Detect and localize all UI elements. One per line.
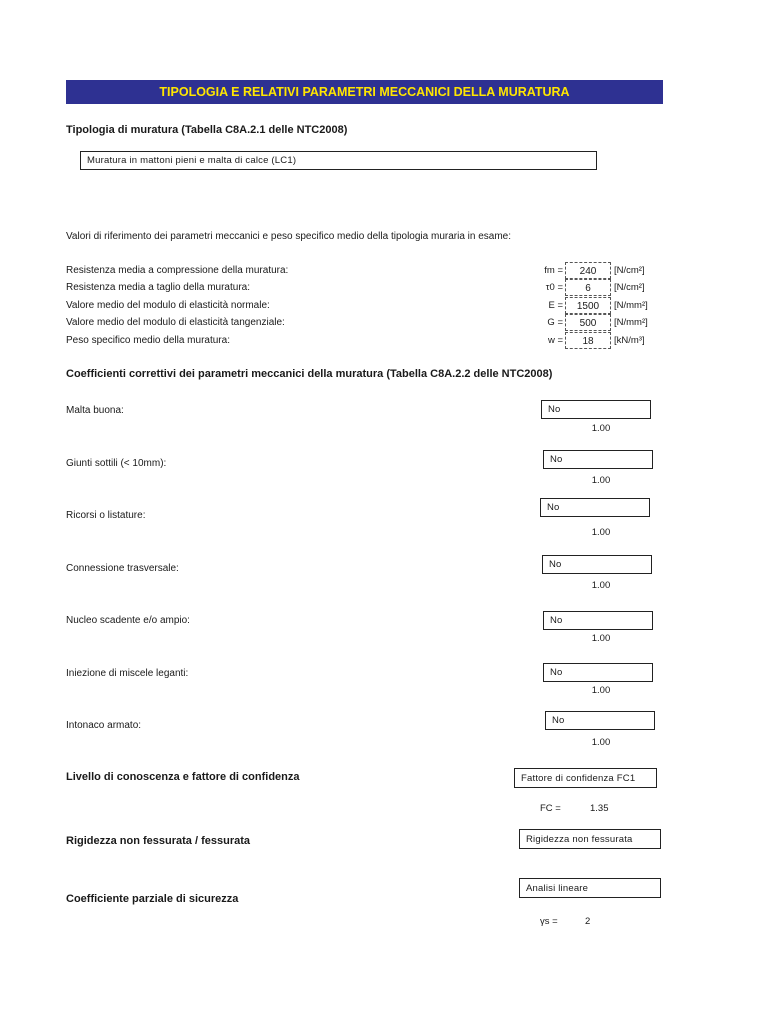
coeff-select[interactable]: No (542, 555, 652, 574)
param-unit: [N/cm²] (614, 265, 645, 276)
coeff-select[interactable]: No (543, 663, 653, 682)
coeff-label: Giunti sottili (< 10mm): (66, 458, 167, 469)
param-symbol: E = (548, 300, 563, 311)
conoscenza-title: Livello di conoscenza e fattore di confidenza (66, 771, 300, 783)
coeff-title: Coefficienti correttivi dei parametri meccanici della muratura (Tabella C8A.2.2 delle NTC2008) (66, 368, 553, 380)
fc-symbol: FC = (540, 803, 561, 814)
coeff-label: Connessione trasversale: (66, 563, 179, 574)
param-value[interactable]: 500 (565, 314, 611, 331)
sicurezza-title: Coefficiente parziale di sicurezza (66, 893, 239, 905)
param-label: Resistenza media a compressione della muratura: (66, 265, 289, 276)
coeff-value: 1.00 (591, 475, 611, 486)
fc-value: 1.35 (590, 803, 609, 814)
coeff-value: 1.00 (591, 633, 611, 644)
coeff-select[interactable]: No (540, 498, 650, 517)
coeff-label: Malta buona: (66, 405, 124, 416)
gamma-symbol: γs = (540, 916, 558, 927)
coeff-select[interactable]: No (541, 400, 651, 419)
conoscenza-select[interactable]: Fattore di confidenza FC1 (514, 768, 657, 788)
coeff-label: Iniezione di miscele leganti: (66, 668, 189, 679)
coeff-select[interactable]: No (545, 711, 655, 730)
coeff-value: 1.00 (591, 527, 611, 538)
param-value[interactable]: 18 (565, 332, 611, 349)
page-banner: TIPOLOGIA E RELATIVI PARAMETRI MECCANICI DELLA MURATURA (66, 80, 663, 104)
param-label: Resistenza media a taglio della muratura: (66, 282, 250, 293)
param-label: Valore medio del modulo di elasticità normale: (66, 300, 270, 311)
param-unit: [N/mm²] (614, 300, 648, 311)
coeff-select[interactable]: No (543, 450, 653, 469)
param-unit: [N/cm²] (614, 282, 645, 293)
gamma-value: 2 (585, 916, 591, 927)
riferimento-intro: Valori di riferimento dei parametri meccanici e peso specifico medio della tipologia muraria in esame: (66, 231, 512, 242)
param-unit: [N/mm²] (614, 317, 648, 328)
sicurezza-select[interactable]: Analisi lineare (519, 878, 661, 898)
param-label: Valore medio del modulo di elasticità tangenziale: (66, 317, 285, 328)
tipologia-title: Tipologia di muratura (Tabella C8A.2.1 delle NTC2008) (66, 124, 348, 136)
param-symbol: fm = (544, 265, 563, 276)
rigidezza-select[interactable]: Rigidezza non fessurata (519, 829, 661, 849)
param-value[interactable]: 240 (565, 262, 611, 279)
param-symbol: τ0 = (545, 282, 563, 293)
param-value[interactable]: 6 (565, 279, 611, 296)
coeff-label: Ricorsi o listature: (66, 510, 146, 521)
param-label: Peso specifico medio della muratura: (66, 335, 230, 346)
tipologia-select[interactable]: Muratura in mattoni pieni e malta di calce (LC1) (80, 151, 597, 170)
coeff-value: 1.00 (591, 737, 611, 748)
param-value[interactable]: 1500 (565, 297, 611, 314)
rigidezza-title: Rigidezza non fessurata / fessurata (66, 835, 250, 847)
coeff-value: 1.00 (591, 685, 611, 696)
coeff-select[interactable]: No (543, 611, 653, 630)
param-symbol: G = (547, 317, 563, 328)
param-symbol: w = (547, 335, 563, 346)
coeff-value: 1.00 (591, 580, 611, 591)
coeff-value: 1.00 (591, 423, 611, 434)
param-unit: [kN/m³] (614, 335, 645, 346)
coeff-label: Nucleo scadente e/o ampio: (66, 615, 190, 626)
coeff-label: Intonaco armato: (66, 720, 142, 731)
